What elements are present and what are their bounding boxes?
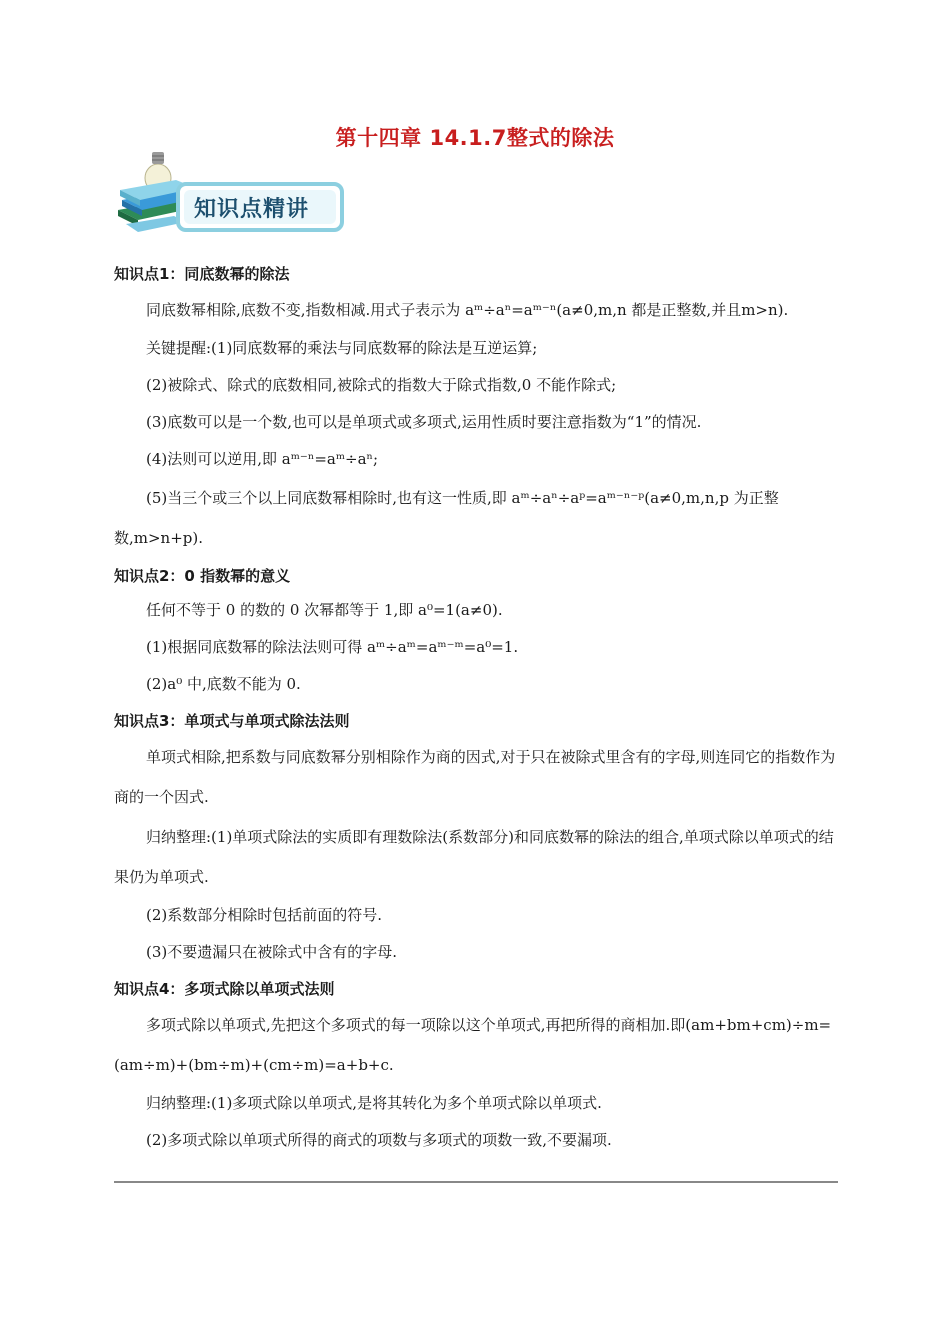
paragraph: (4)法则可以逆用,即 aᵐ⁻ⁿ=aᵐ÷aⁿ; bbox=[146, 450, 379, 468]
footer-divider bbox=[114, 1181, 838, 1183]
paragraph: 归纳整理:(1)多项式除以单项式,是将其转化为多个单项式除以单项式. bbox=[146, 1094, 602, 1112]
paragraph: (3)不要遗漏只在被除式中含有的字母. bbox=[146, 943, 398, 961]
paragraph: 关键提醒:(1)同底数幂的乘法与同底数幂的除法是互逆运算; bbox=[146, 339, 538, 357]
section-heading: 知识点2：0 指数幂的意义 bbox=[114, 567, 291, 585]
section bbox=[114, 566, 838, 703]
banner-label: 知识点精讲 bbox=[194, 197, 310, 222]
paragraph: 同底数幂相除,底数不变,指数相减.用式子表示为 aᵐ÷aⁿ=aᵐ⁻ⁿ(a≠0,m,n 都是正整数,并且m>n). bbox=[146, 301, 789, 319]
paragraph: (2)被除式、除式的底数相同,被除式的指数大于除式指数,0 不能作除式; bbox=[146, 376, 617, 394]
knowledge-banner bbox=[114, 150, 346, 242]
section-heading: 知识点3：单项式与单项式除法法则 bbox=[114, 712, 350, 730]
section bbox=[114, 979, 838, 1159]
paragraph: (5)当三个或三个以上同底数幂相除时,也有这一性质,即 aᵐ÷aⁿ÷aᵖ=aᵐ⁻ⁿ⁻ᵖ(a≠0,m,n,p 为正整数,m>n+p). bbox=[114, 489, 779, 547]
paragraph: (1)根据同底数幂的除法法则可得 aᵐ÷aᵐ=aᵐ⁻ᵐ=a⁰=1. bbox=[146, 638, 519, 656]
paragraph: 归纳整理:(1)单项式除法的实质即有理数除法(系数部分)和同底数幂的除法的组合,单项式除以单项式的结果仍为单项式. bbox=[114, 828, 834, 886]
paragraph: 任何不等于 0 的数的 0 次幂都等于 1,即 a⁰=1(a≠0). bbox=[146, 601, 503, 619]
paragraph: (2)a⁰ 中,底数不能为 0. bbox=[146, 675, 301, 693]
section-heading: 知识点4：多项式除以单项式法则 bbox=[114, 980, 335, 998]
section bbox=[114, 264, 838, 558]
paragraph: 单项式相除,把系数与同底数幂分别相除作为商的因式,对于只在被除式里含有的字母,则连同它的指数作为商的一个因式. bbox=[114, 748, 836, 806]
section-heading: 知识点1：同底数幂的除法 bbox=[114, 265, 290, 283]
page-title: 第十四章 14.1.7整式的除法 bbox=[335, 126, 615, 150]
paragraph: (3)底数可以是一个数,也可以是单项式或多项式,运用性质时要注意指数为“1”的情况. bbox=[146, 413, 702, 431]
paragraph: (2)系数部分相除时包括前面的符号. bbox=[146, 906, 383, 924]
paragraph: (2)多项式除以单项式所得的商式的项数与多项式的项数一致,不要漏项. bbox=[146, 1131, 612, 1149]
document-body bbox=[114, 256, 838, 1159]
section bbox=[114, 711, 838, 971]
paragraph: 多项式除以单项式,先把这个多项式的每一项除以这个单项式,再把所得的商相加.即(am+bm+cm)÷m=(am÷m)+(bm÷m)+(cm÷m)=a+b+c. bbox=[114, 1016, 832, 1074]
